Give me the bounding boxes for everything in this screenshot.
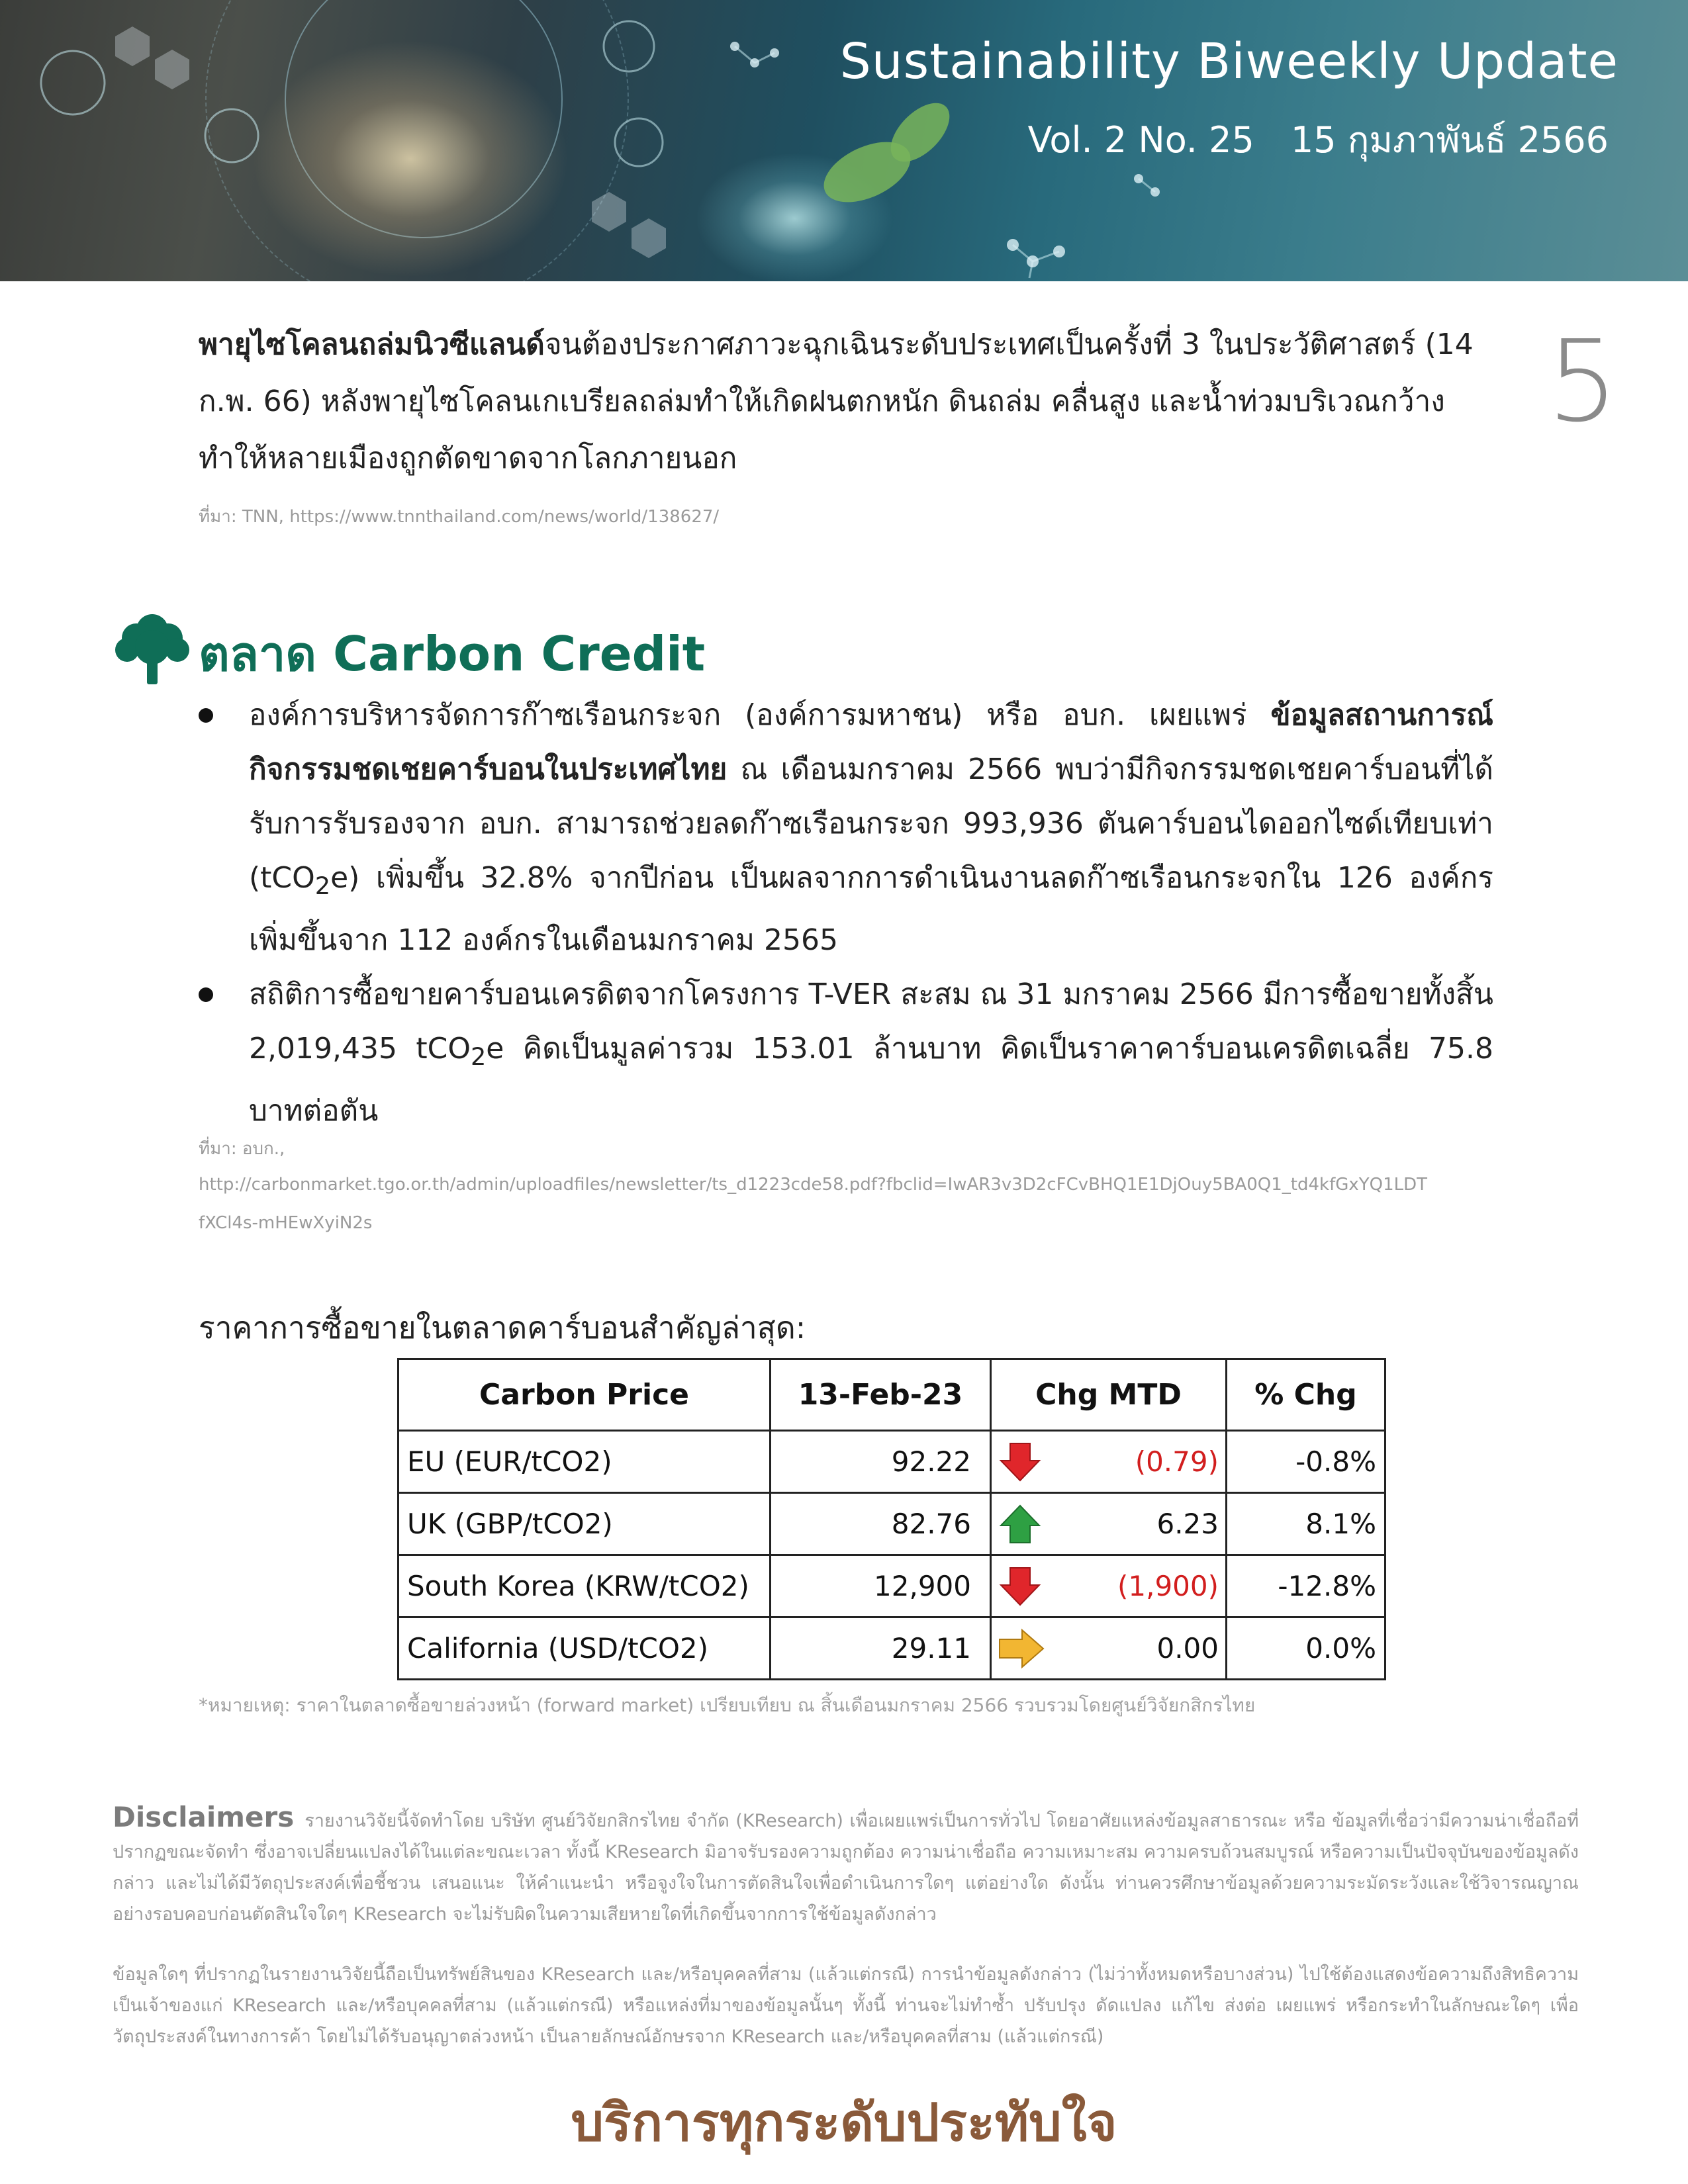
column-header: % Chg	[1227, 1359, 1385, 1431]
price-cell: 12,900	[771, 1555, 991, 1617]
volume-label: Vol. 2 No. 25	[1027, 119, 1254, 161]
disclaimer-text: รายงานวิจัยนี้จัดทำโดย บริษัท ศูนย์วิจัยกสิกรไทย จำกัด (KResearch) เพื่อเผยแพร่เป็นการทั่วไป โดยอาศัยแหล่งข้อมูลสาธารณะ หรือ ข้อมูลที่เชื่อว่ามีความน่าเชื่อถือที่ปรากฏขณะจัดทำ ซึ่งอาจเปลี่ยนแปลงได้ในแต่ละขณะเวลา ทั้งนี้ KResearch มิอาจรับรองความถูกต้อง ความน่าเชื่อถือ ความเหมาะสม ความครบถ้วนสมบูรณ์ หรือความเป็นปัจจุบันของข้อมูลดังกล่าว และไม่ได้มีวัตถุประสงค์เพื่อชี้ชวน เสนอแนะ ให้คำแนะนำ หรือจูงใจในการตัดสินใจเพื่อดำเนินการใดๆ แต่อย่างใด ดังนั้น ท่านควรศึกษาข้อมูลด้วยความระมัดระวังและใช้วิจารณญาณอย่างรอบคอบก่อนตัดสินใจใดๆ KResearch จะไม่รับผิดในความเสียหายใดที่เกิดขึ้นจากการใช้ข้อมูลดังกล่าว	[113, 1811, 1579, 1925]
cyclone-text: จนต้องประกาศภาวะฉุกเฉินระดับประเทศเป็นครั้งที่ 3 ในประวัติศาสตร์ (14 ก.พ. 66) หลังพายุไซโคลนเกเบรียลถล่มทำให้เกิดฝนตกหนัก ดินถล่ม คลื่นสูง และน้ำท่วมบริเวณกว้าง ทำให้หลายเมืองถูกตัดขาดจากโลกภายนอก	[199, 328, 1474, 475]
down-arrow-icon	[997, 1565, 1043, 1608]
cyclone-headline: พายุไซโคลนถล่มนิวซีแลนด์	[199, 328, 545, 361]
change-cell	[991, 1431, 1227, 1493]
cyclone-paragraph	[199, 316, 1493, 487]
table-caption: ราคาการซื้อขายในตลาดคาร์บอนสำคัญล่าสุด:	[199, 1310, 806, 1345]
price-cell: 82.76	[771, 1493, 991, 1555]
pct-change-cell: -0.8%	[1227, 1431, 1385, 1493]
change-value: (1,900)	[1117, 1570, 1219, 1602]
change-cell	[991, 1555, 1227, 1617]
pct-change-cell: -12.8%	[1227, 1555, 1385, 1617]
bullet-text	[249, 688, 1493, 968]
market-cell: California (USD/tCO2)	[399, 1617, 771, 1680]
up-arrow-icon	[997, 1503, 1043, 1545]
bullet-text-part: ณ เดือนมกราคม 2566 พบว่ามีกิจกรรมชดเชยคาร์บอนที่ได้รับการรับรองจาก อบก. สามารถช่วยลดก๊าซเรือนกระจก 993,936 ตันคาร์บอนไดออกไซด์เทียบเท่า (tCO	[249, 752, 1493, 895]
change-cell	[991, 1493, 1227, 1555]
header-banner	[0, 0, 1688, 281]
bullet-text-part: องค์การบริหารจัดการก๊าซเรือนกระจก (องค์การมหาชน) หรือ อบก. เผยแพร่	[249, 698, 1271, 732]
bullet-icon	[199, 708, 213, 723]
page-number: 5	[1546, 316, 1618, 447]
market-cell: UK (GBP/tCO2)	[399, 1493, 771, 1555]
market-cell: South Korea (KRW/tCO2)	[399, 1555, 771, 1617]
pct-change-cell: 0.0%	[1227, 1617, 1385, 1680]
section-title: ตลาด Carbon Credit	[199, 626, 706, 682]
change-cell	[991, 1617, 1227, 1680]
price-cell: 29.11	[771, 1617, 991, 1680]
right-arrow-icon	[997, 1627, 1046, 1670]
change-value: 0.00	[1156, 1632, 1219, 1664]
issue-info	[1028, 111, 1609, 168]
disclaimer-title: Disclaimers	[113, 1801, 295, 1833]
change-value: (0.79)	[1135, 1445, 1219, 1478]
column-header: Chg MTD	[991, 1359, 1227, 1431]
bullet-text-part: สถิติการซื้อขายคาร์บอนเครดิตจากโครงการ T-VER สะสม ณ 31 มกราคม 2566 มีการซื้อขายทั้งสิ้น 2,019,435 tCO	[249, 978, 1493, 1066]
disclaimer-paragraph: ข้อมูลใดๆ ที่ปรากฏในรายงานวิจัยนี้ถือเป็นทรัพย์สินของ KResearch และ/หรือบุคคลที่สาม (แล้วแต่กรณี) การนำข้อมูลดังกล่าว (ไม่ว่าทั้งหมดหรือบางส่วน) ไปใช้ต้องแสดงข้อความถึงสิทธิความเป็นเจ้าของแก่ KResearch และ/หรือบุคคลที่สาม (แล้วแต่กรณี) หรือแหล่งที่มาของข้อมูลนั้นๆ ทั้งนี้ ท่านจะไม่ทำซ้ำ ปรับปรุง ดัดแปลง แก้ไข ส่งต่อ เผยแพร่ หรือกระทำในลักษณะใดๆ เพื่อวัตถุประสงค์ในทางการค้า โดยไม่ได้รับอนุญาตล่วงหน้า เป็นลายลักษณ์อักษรจาก KResearch และ/หรือบุคคลที่สาม (แล้วแต่กรณี)	[113, 1964, 1579, 2047]
down-arrow-icon	[997, 1441, 1043, 1483]
change-value: 6.23	[1156, 1508, 1219, 1540]
disclaimer-paragraph	[113, 1801, 1579, 1930]
table-row	[399, 1493, 1385, 1555]
pct-change-cell: 8.1%	[1227, 1493, 1385, 1555]
bullet-item	[199, 688, 1493, 960]
market-cell: EU (EUR/tCO2)	[399, 1431, 771, 1493]
bullet-text	[249, 968, 1493, 1138]
report-title: Sustainability Biweekly Update	[839, 33, 1618, 90]
column-header: Carbon Price	[399, 1359, 771, 1431]
column-header: 13-Feb-23	[771, 1359, 991, 1431]
bullet-item	[199, 968, 1493, 1133]
bullet-text-part: e คิดเป็นมูลค่ารวม 153.01 ล้านบาท คิดเป็นราคาคาร์บอนเครดิตเฉลี่ย 75.8 บาทต่อตัน	[249, 1032, 1493, 1128]
price-cell: 92.22	[771, 1431, 991, 1493]
tree-icon	[114, 608, 191, 687]
bullet-icon	[199, 987, 213, 1002]
table-row	[399, 1617, 1385, 1680]
carbon-source-url: http://carbonmarket.tgo.or.th/admin/uploadfiles/newsletter/ts_d1223cde58.pdf?fbclid=IwAR3v3D2cFCvBHQ1E1DjOuy5BA0Q1_td4kfGxYQ1LDT	[199, 1175, 1428, 1195]
carbon-source-label: ที่มา: อบก.,	[199, 1139, 285, 1159]
carbon-price-table	[397, 1358, 1386, 1680]
section-header	[114, 608, 842, 687]
subscript: 2	[314, 871, 331, 900]
table-row	[399, 1555, 1385, 1617]
cyclone-source: ที่มา: TNN, https://www.tnnthailand.com/news/world/138627/	[199, 507, 720, 527]
table-note: *หมายเหตุ: ราคาในตลาดซื้อขายล่วงหน้า (forward market) เปรียบเทียบ ณ สิ้นเดือนมกราคม 2566 รวบรวมโดยศูนย์วิจัยกสิกรไทย	[199, 1694, 1256, 1716]
subscript: 2	[470, 1042, 487, 1071]
bullet-highlight: ข้อมูลสถานการณ์กิจกรรมชดเชยคาร์บอนในประเทศไทย	[249, 698, 1493, 786]
bullet-text-part: e) เพิ่มขึ้น 32.8% จากปีก่อน เป็นผลจากการดำเนินงานลดก๊าซเรือนกระจกใน 126 องค์กร เพิ่มขึ้นจาก 112 องค์กรในเดือนมกราคม 2565	[249, 861, 1493, 957]
issue-date: 15 กุมภาพันธ์ 2566	[1290, 119, 1609, 161]
carbon-source-url-cont: fXCl4s-mHEwXyiN2s	[199, 1213, 373, 1233]
table-header-row	[399, 1359, 1385, 1431]
footer-slogan: บริการทุกระดับประทับใจ	[571, 2093, 1117, 2153]
table-row	[399, 1431, 1385, 1493]
